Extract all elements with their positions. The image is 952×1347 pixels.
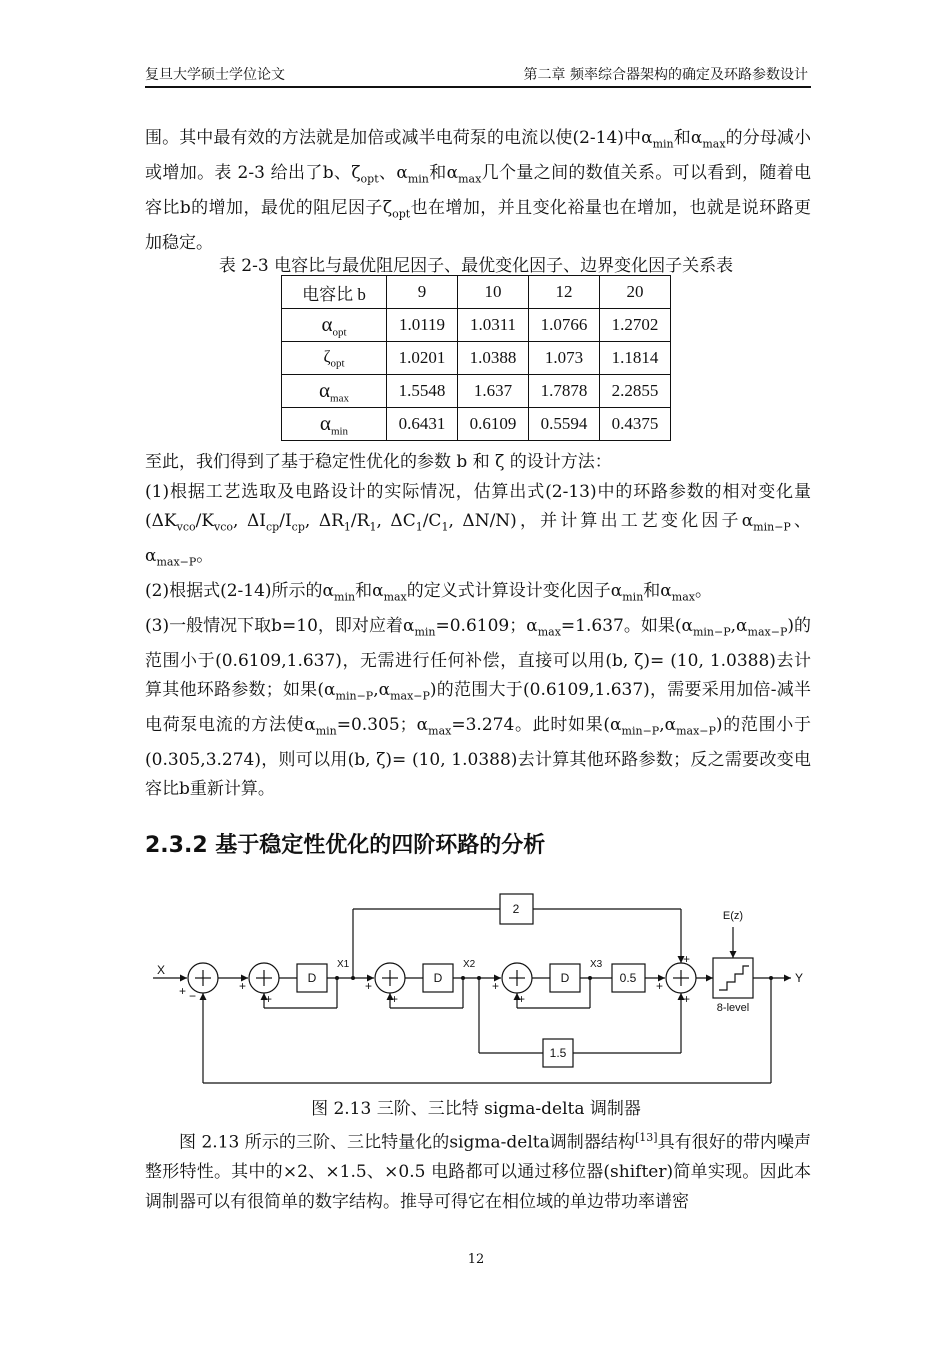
svg-text:+: + bbox=[518, 992, 526, 1006]
table-header-cell: 20 bbox=[600, 276, 671, 309]
paragraph-2 bbox=[145, 448, 811, 805]
parameter-table bbox=[281, 275, 671, 441]
svg-text:+: + bbox=[683, 992, 691, 1006]
row-label: $\alpha_{min}$ bbox=[282, 408, 387, 441]
table-header-row bbox=[282, 276, 671, 309]
table-cell: 1.1814 bbox=[600, 342, 671, 375]
table-cell: 0.5594 bbox=[529, 408, 600, 441]
delay-block-2: D bbox=[433, 971, 443, 985]
para4-text: (2)根据式(2-14)所示的$\alpha_{min}$和$\alpha_{max}$的定义式计算设计变化因子$\alpha_{min}$和$\alpha_{max}$。 bbox=[145, 580, 712, 604]
table-cell: 1.0311 bbox=[458, 309, 529, 342]
figure-caption: 图 2.13 三阶、三比特 sigma-delta 调制器 bbox=[311, 1099, 641, 1119]
svg-text:+: + bbox=[391, 992, 399, 1006]
svg-text:+: + bbox=[179, 984, 187, 998]
node-x1-label: X1 bbox=[337, 959, 350, 970]
table-cell: 0.6109 bbox=[458, 408, 529, 441]
paragraph-6 bbox=[145, 1123, 811, 1217]
table-header-cell: 9 bbox=[387, 276, 458, 309]
svg-text:+: + bbox=[683, 952, 691, 966]
row-label: $\alpha_{max}$ bbox=[282, 375, 387, 408]
delay-block-1: D bbox=[307, 971, 317, 985]
table-cell: 1.2702 bbox=[600, 309, 671, 342]
table-row bbox=[282, 309, 671, 342]
svg-text:−: − bbox=[189, 989, 197, 1003]
running-header-right: 第二章 频率综合器架构的确定及环路参数设计 bbox=[523, 67, 808, 83]
svg-text:+: + bbox=[239, 979, 247, 993]
running-header-left: 复旦大学硕士学位论文 bbox=[145, 67, 285, 83]
table-cell: 1.0119 bbox=[387, 309, 458, 342]
quantizer-label: 8-level bbox=[716, 1002, 750, 1014]
table-header-cell: 10 bbox=[458, 276, 529, 309]
svg-text:+: + bbox=[365, 979, 373, 993]
page-number: 12 bbox=[467, 1252, 485, 1267]
para3-text: (1)根据工艺选取及电路设计的实际情况，估算出式(2-13)中的环路参数的相对变化量($\Delta K_{vco}/K_{vco}$, $\Delta I_{cp}/I_{cp}$, $\Delta R_1/R_1$, $\Delta C_1/C_1$, ΔN/N)，并计算出工艺变化因子$\alpha_{min-P}$、$\alpha_{max-P}$。 bbox=[145, 481, 811, 569]
svg-text:+: + bbox=[492, 979, 500, 993]
para1-text: 围。其中最有效的方法就是加倍或减半电荷泵的电流以使(2-14)中$\alpha_{min}$和$\alpha_{max}$的分母减小或增加。表 2-3 给出了b、$\zeta_{opt}$、$\alpha_{min}$和$\alpha_{max}$几个量之间的数值关系。可以看到，随着电容比b的增加，最优的阻尼因子$\zeta_{opt}$也在增加，并且变化裕量也在增加，也就是说环路更加稳定。 bbox=[145, 128, 812, 253]
table-header-cell: 12 bbox=[529, 276, 600, 309]
gain-15-label: 1.5 bbox=[549, 1046, 567, 1060]
table-cell: 1.0388 bbox=[458, 342, 529, 375]
table-caption: 表 2-3 电容比与最优阻尼因子、最优变化因子、边界变化因子关系表 bbox=[218, 256, 734, 276]
table-cell: 1.5548 bbox=[387, 375, 458, 408]
gain-2-label: 2 bbox=[512, 902, 520, 916]
table-row bbox=[282, 408, 671, 441]
header-rule bbox=[145, 86, 811, 88]
gain-05-label: 0.5 bbox=[619, 971, 637, 985]
table-cell: 2.2855 bbox=[600, 375, 671, 408]
table-header-cell: 电容比 b bbox=[282, 276, 387, 309]
table-cell: 1.7878 bbox=[529, 375, 600, 408]
table-cell: 1.637 bbox=[458, 375, 529, 408]
row-label: $\zeta_{opt}$ bbox=[282, 342, 387, 375]
row-label: $\alpha_{opt}$ bbox=[282, 309, 387, 342]
table-cell: 1.0201 bbox=[387, 342, 458, 375]
svg-text:+: + bbox=[265, 992, 273, 1006]
table-row bbox=[282, 375, 671, 408]
para6-text: 图 2.13 所示的三阶、三比特量化的sigma-delta调制器结构[13]具有很好的带内噪声整形特性。其中的×2、×1.5、×0.5 电路都可以通过移位器(shifter)简单实现。因此本调制器可以有很简单的数字结构。推导可得它在相位域的单边带功率谱密 bbox=[145, 1131, 811, 1212]
para2-text: 至此，我们得到了基于稳定性优化的参数 b 和 ζ 的设计方法： bbox=[145, 452, 612, 472]
table-cell: 1.073 bbox=[529, 342, 600, 375]
table-cell: 0.6431 bbox=[387, 408, 458, 441]
node-x2-label: X2 bbox=[463, 959, 476, 970]
table-row bbox=[282, 342, 671, 375]
section-title: 2.3.2 基于稳定性优化的四阶环路的分析 bbox=[145, 833, 546, 858]
svg-text:+: + bbox=[656, 979, 664, 993]
input-label: X bbox=[157, 963, 166, 977]
noise-label: E(z) bbox=[722, 910, 744, 922]
para5-text: (3)一般情况下取b=10，即对应着$\alpha_{min}=0.6109$；$\alpha_{max}=1.637$。如果$(\alpha_{min-P},\alpha_{max-P})$的范围小于(0.6109,1.637)，无需进行任何补偿，直接可以用(b, ζ)= (10, 1.0388)去计算其他环路参数；如果$(\alpha_{min-P},\alpha_{max-P})$的范围大于(0.6109,1.637)，需要采用加倍-减半电荷泵电流的方法使$\alpha_{min}=0.305$；$\alpha_{max}=3.274$。此时如果$(\alpha_{min-P},\alpha_{max-P})$的范围小于(0.305,3.274)，则可以用(b, ζ)= (10, 1.0388)去计算其他环路参数；反之需要改变电容比b重新计算。 bbox=[145, 615, 811, 800]
node-x3-label: X3 bbox=[590, 959, 603, 970]
delay-block-3: D bbox=[560, 971, 570, 985]
paragraph-1 bbox=[145, 124, 811, 258]
table-cell: 0.4375 bbox=[600, 408, 671, 441]
output-label: Y bbox=[795, 971, 804, 985]
table-cell: 1.0766 bbox=[529, 309, 600, 342]
sigma-delta-diagram bbox=[145, 885, 811, 1100]
